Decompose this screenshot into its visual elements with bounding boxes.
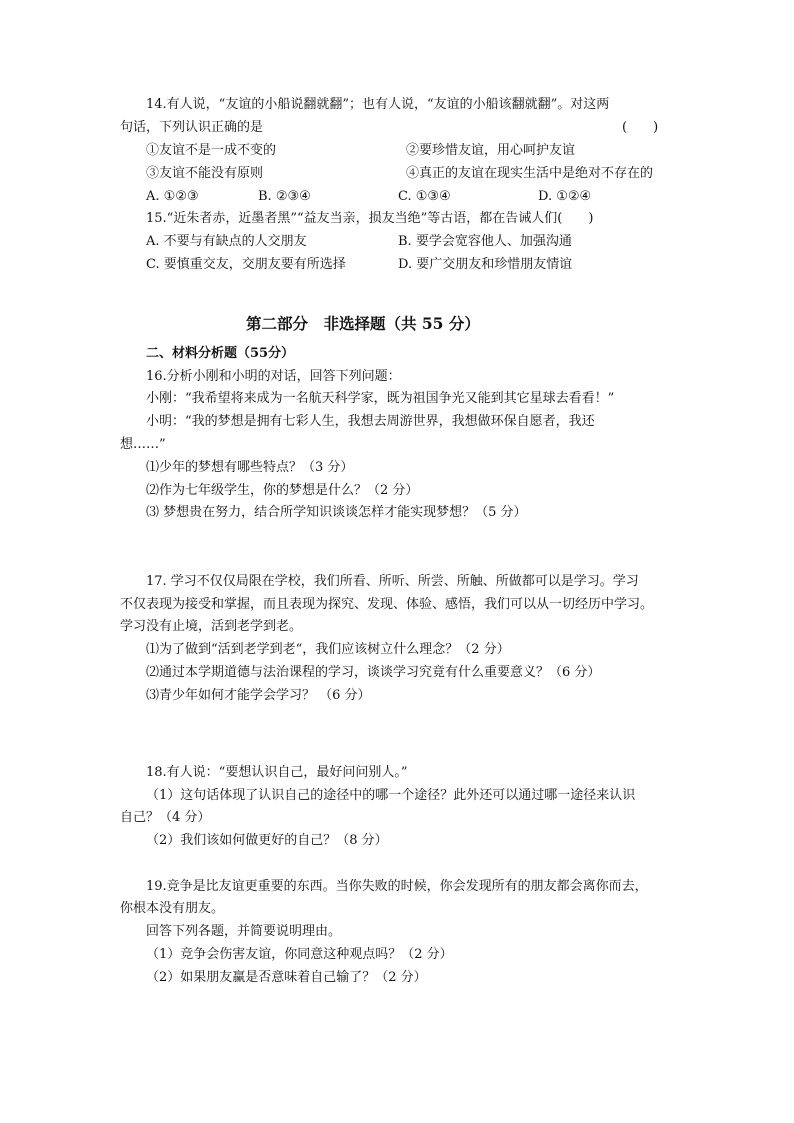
- q16-stem: 16.分析小刚和小明的对话，回答下列问题：: [146, 369, 401, 384]
- q14-option-d: D. ①②④: [538, 189, 592, 204]
- q19-material-line1: 19.竞争是比友谊更重要的东西。当你失败的时候，你会发现所有的朋友都会离你而去，: [146, 879, 648, 894]
- q14-stem-line1: 14.有人说，“友谊的小船说翻就翻”；也有人说，“友谊的小船该翻就翻”。对这两: [146, 97, 610, 112]
- q14-statement-3: ③友谊不能没有原则: [146, 166, 264, 181]
- q16-xiaoming-quote-line1: 小明：“我的梦想是拥有七彩人生，我想去周游世界，我想做环保自愿者，我还: [146, 414, 595, 429]
- q14-statement-2: ②要珍惜友谊，用心呵护友谊: [406, 143, 576, 158]
- q14-option-a: A. ①②③: [146, 189, 199, 204]
- q15-stem: 15.“近朱者赤，近墨者黑”“益友当亲，损友当绝”等古语，都在告诫人们( ): [146, 211, 594, 226]
- q19-subquestion-1: （1）竞争会伤害友谊，你同意这种观点吗？（2 分）: [146, 947, 453, 962]
- q14-option-c: C. ①③④: [398, 189, 451, 204]
- q19-subquestion-2: （2）如果朋友赢是否意味着自己输了？（2 分）: [146, 970, 427, 985]
- q14-statement-4: ④真正的友谊在现实生活中是绝对不存在的: [406, 166, 654, 181]
- part2-title: 第二部分 非选择题（共 55 分）: [246, 314, 480, 333]
- q16-subquestion-3: ⑶ 梦想贵在努力，结合所学知识谈谈怎样才能实现梦想？（5 分）: [146, 505, 527, 520]
- q19-material-line2: 你根本没有朋友。: [120, 901, 225, 916]
- q15-option-b: B. 要学会宽容他人、加强沟通: [398, 234, 572, 249]
- q14-answer-paren: ( ): [622, 120, 659, 135]
- q17-material-line1: 17. 学习不仅仅局限在学校，我们所看、所听、所尝、所触、所做都可以是学习。学习: [146, 574, 639, 589]
- q18-stem: 18.有人说：“要想认识自己，最好问问别人。”: [146, 765, 408, 780]
- q17-subquestion-1: ⑴为了做到“活到老学到老“，我们应该树立什么理念？（2 分）: [146, 642, 510, 657]
- q15-option-a: A. 不要与有缺点的人交朋友: [146, 234, 307, 249]
- q17-material-line3: 学习没有止境，活到老学到老。: [120, 619, 303, 634]
- q16-xiaogang-quote: 小刚：“我希望将来成为一名航天科学家，既为祖国争光又能到其它星球去看看！”: [146, 391, 615, 406]
- q17-subquestion-3: ⑶青少年如何才能学会学习？ （6 分）: [146, 688, 371, 703]
- q18-subquestion-1-line1: （1）这句话体现了认识自己的途径中的哪一个途径？此外还可以通过哪一途径来认识: [146, 788, 636, 803]
- section-title: 二、材料分析题（55分）: [146, 346, 295, 361]
- q18-subquestion-1-line2: 自己？（4 分）: [120, 810, 211, 825]
- q19-instruction: 回答下列各题，并简要说明理由。: [146, 924, 342, 939]
- q15-option-c: C. 要慎重交友，交朋友要有所选择: [146, 257, 346, 272]
- q15-option-d: D. 要广交朋友和珍惜朋友情谊: [398, 257, 573, 272]
- q16-subquestion-2: ⑵作为七年级学生，你的梦想是什么？（2 分）: [146, 483, 419, 498]
- q14-stem-line2: 句话，下列认识正确的是: [120, 120, 264, 135]
- q17-subquestion-2: ⑵通过本学期道德与法治课程的学习，谈谈学习究竟有什么重要意义？（6 分）: [146, 665, 601, 680]
- q18-subquestion-2: （2）我们该如何做更好的自己？（8 分）: [146, 833, 388, 848]
- q14-option-b: B. ②③④: [258, 189, 311, 204]
- q17-material-line2: 不仅表现为接受和掌握，而且表现为探究、发现、体验、感悟，我们可以从一切经历中学习。: [120, 597, 654, 612]
- q14-statement-1: ①友谊不是一成不变的: [146, 143, 277, 158]
- q16-xiaoming-quote-line2: 想……”: [120, 437, 166, 452]
- q16-subquestion-1: ⑴少年的梦想有哪些特点？（3 分）: [146, 460, 354, 475]
